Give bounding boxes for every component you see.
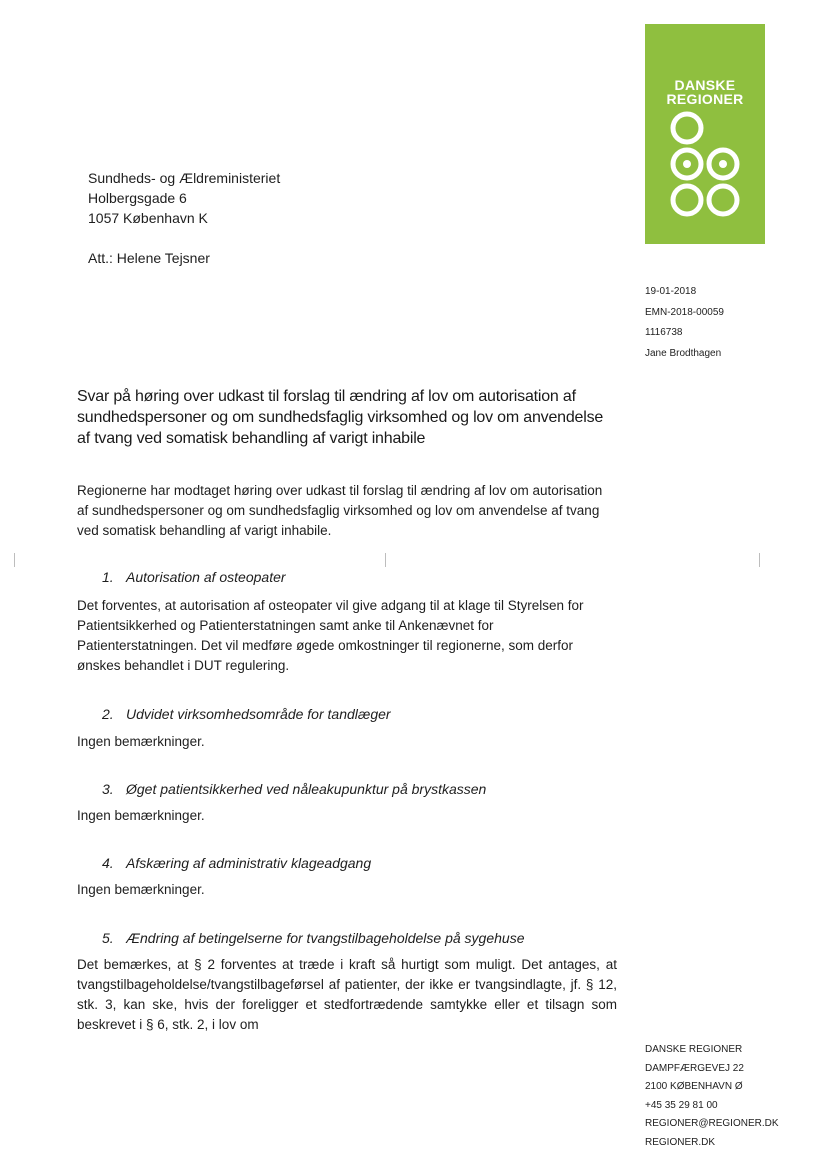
footer-website: REGIONER.DK bbox=[645, 1136, 716, 1148]
section-text: Det forventes, at autorisation af osteopater vil give adgang til at klage til Styrelsen for Patientsikkerhed og Patienterstatningen samt anke til Ankenævnet for Patienterstatningen. Det vil medføre øgede omkostninger til regionerne, som derfor ønskes behandlet i DUT regulering. bbox=[77, 598, 584, 673]
footer-org-name: DANSKE REGIONER bbox=[645, 1044, 743, 1055]
fold-mark bbox=[14, 553, 15, 567]
case-number: EMN-2018-00059 bbox=[645, 306, 724, 318]
logo-line-1: DANSKE bbox=[674, 77, 736, 93]
section-heading bbox=[102, 855, 371, 871]
letter-title: Svar på høring over udkast til forslag til ændring af lov om autorisation af sundhedspersoner og om sundhedsfaglig virksomhed og lov om anvendelse af tvang ved somatisk behandling af varigt inhabile bbox=[77, 388, 604, 447]
recipient-street: Holbergsgade 6 bbox=[88, 190, 187, 206]
document-author: Jane Brodthagen bbox=[645, 347, 722, 359]
document-number: 1116738 bbox=[645, 327, 683, 338]
footer-street: DAMPFÆRGEVEJ 22 bbox=[645, 1062, 744, 1074]
attention-line: Att.: Helene Tejsner bbox=[88, 250, 210, 266]
section-heading bbox=[102, 569, 286, 585]
fold-mark bbox=[759, 553, 760, 567]
logo-line-2: REGIONER bbox=[666, 91, 744, 107]
footer-email: REGIONER@REGIONER.DK bbox=[645, 1118, 779, 1129]
section-heading bbox=[102, 781, 486, 797]
section-number: 2. bbox=[102, 706, 114, 722]
document-date: 19-01-2018 bbox=[645, 286, 697, 297]
section-heading bbox=[102, 706, 391, 722]
section-text: Ingen bemærkninger. bbox=[77, 808, 205, 823]
section-title: Afskæring af administrativ klageadgang bbox=[126, 855, 372, 871]
section-title: Udvidet virksomhedsområde for tandlæger bbox=[126, 706, 391, 722]
section-text: Ingen bemærkninger. bbox=[77, 882, 205, 897]
section-title: Ændring af betingelserne for tvangstilbageholdelse på sygehuse bbox=[126, 930, 525, 946]
intro-paragraph: Regionerne har modtaget høring over udkast til forslag til ændring af lov om autorisation af sundhedspersoner og om sundhedsfaglig virksomhed og lov om anvendelse af tvang ved somatisk behandling af varigt inhabile. bbox=[77, 483, 603, 538]
section-number: 1. bbox=[102, 569, 114, 585]
section-title: Øget patientsikkerhed ved nåleakupunktur på brystkassen bbox=[126, 781, 487, 797]
document-meta bbox=[645, 282, 724, 364]
section-title: Autorisation af osteopater bbox=[126, 569, 286, 585]
fold-mark bbox=[385, 553, 386, 567]
footer-city: 2100 KØBENHAVN Ø bbox=[645, 1081, 743, 1092]
section-number: 3. bbox=[102, 781, 114, 797]
recipient-address bbox=[88, 168, 280, 228]
recipient-name: Sundheds- og Ældreministeriet bbox=[88, 170, 281, 186]
section-number: 4. bbox=[102, 855, 114, 871]
logo-rings-icon bbox=[645, 24, 765, 244]
section-text: Det bemærkes, at § 2 forventes at træde i kraft så hurtigt som muligt. Det antages, at tvangstilbageholdelse/tvangstilbageførsel af patienter, der ikke er tvangsindlagte, jf. § 12, stk. 3, kan ske, hvis der foreligger et stedfortrædende samtykke eller et tilsagn som beskrevet i § 6, stk. 2, i lov om bbox=[77, 957, 617, 1032]
footer-phone: +45 35 29 81 00 bbox=[645, 1099, 718, 1111]
section-text: Ingen bemærkninger. bbox=[77, 734, 205, 749]
sender-footer bbox=[645, 1041, 779, 1152]
recipient-city: 1057 København K bbox=[88, 210, 208, 226]
danske-regioner-logo bbox=[645, 24, 765, 244]
section-heading bbox=[102, 930, 525, 946]
section-number: 5. bbox=[102, 930, 114, 946]
